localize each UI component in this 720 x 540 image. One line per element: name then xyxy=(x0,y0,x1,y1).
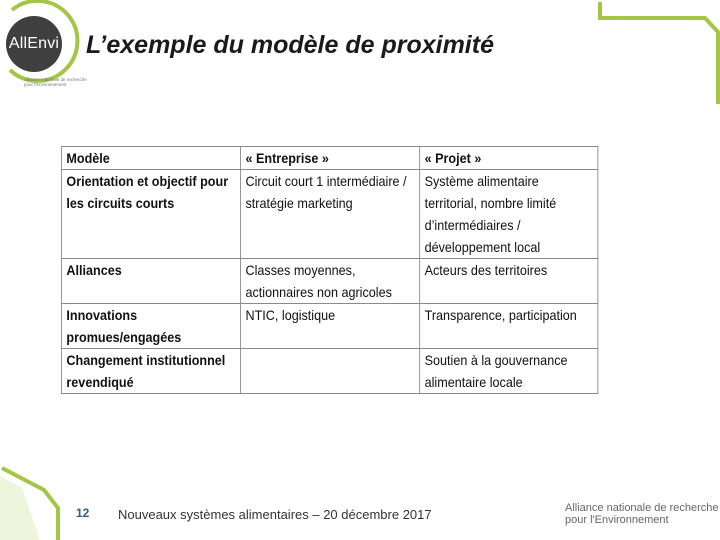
table-row xyxy=(61,259,597,304)
slide-title: L’exemple du modèle de proximité xyxy=(86,31,494,59)
row-label: Changement institutionnel revendiqué xyxy=(61,349,240,394)
corner-triangle-bottom-left-icon xyxy=(0,476,40,540)
footer-org-line1: Alliance nationale de recherche xyxy=(565,502,719,514)
header-cell-projet: « Projet » xyxy=(420,147,598,170)
allenvi-logo xyxy=(0,0,90,95)
footer-organization xyxy=(565,502,719,526)
cell-projet: Transparence, participation xyxy=(420,304,598,349)
cell-entreprise: Classes moyennes, actionnaires non agricoles xyxy=(241,259,420,304)
page-number: 12 xyxy=(76,506,90,520)
logo-badge: AllEnvi xyxy=(6,16,62,72)
table-row xyxy=(61,349,597,394)
row-label: Alliances xyxy=(61,259,240,304)
row-label: Orientation et objectif pour les circuits courts xyxy=(61,170,240,259)
cell-projet: Acteurs des territoires xyxy=(420,259,598,304)
table-row xyxy=(61,170,597,259)
header-cell-model: Modèle xyxy=(61,147,240,170)
corner-bracket-top-right-icon xyxy=(600,2,718,104)
cell-projet: Système alimentaire territorial, nombre limité d’intermédiaires / développement local xyxy=(420,170,598,259)
corner-bracket-bottom-left-icon xyxy=(2,468,58,540)
header-cell-entreprise: « Entreprise » xyxy=(241,147,420,170)
footer-event: Nouveaux systèmes alimentaires – 20 décembre 2017 xyxy=(118,507,432,522)
row-label: Innovations promues/engagées xyxy=(61,304,240,349)
cell-entreprise: Circuit court 1 intermédiaire / stratégie marketing xyxy=(241,170,420,259)
cell-projet: Soutien à la gouvernance alimentaire locale xyxy=(420,349,598,394)
table-header-row xyxy=(61,147,597,170)
table-row xyxy=(61,304,597,349)
footer-org-line2: pour l'Environnement xyxy=(565,514,669,526)
comparison-table xyxy=(61,146,598,394)
cell-entreprise: NTIC, logistique xyxy=(241,304,420,349)
logo-caption: Alliance nationale de recherche pour l'Environnement xyxy=(24,77,87,87)
cell-entreprise xyxy=(241,349,420,394)
